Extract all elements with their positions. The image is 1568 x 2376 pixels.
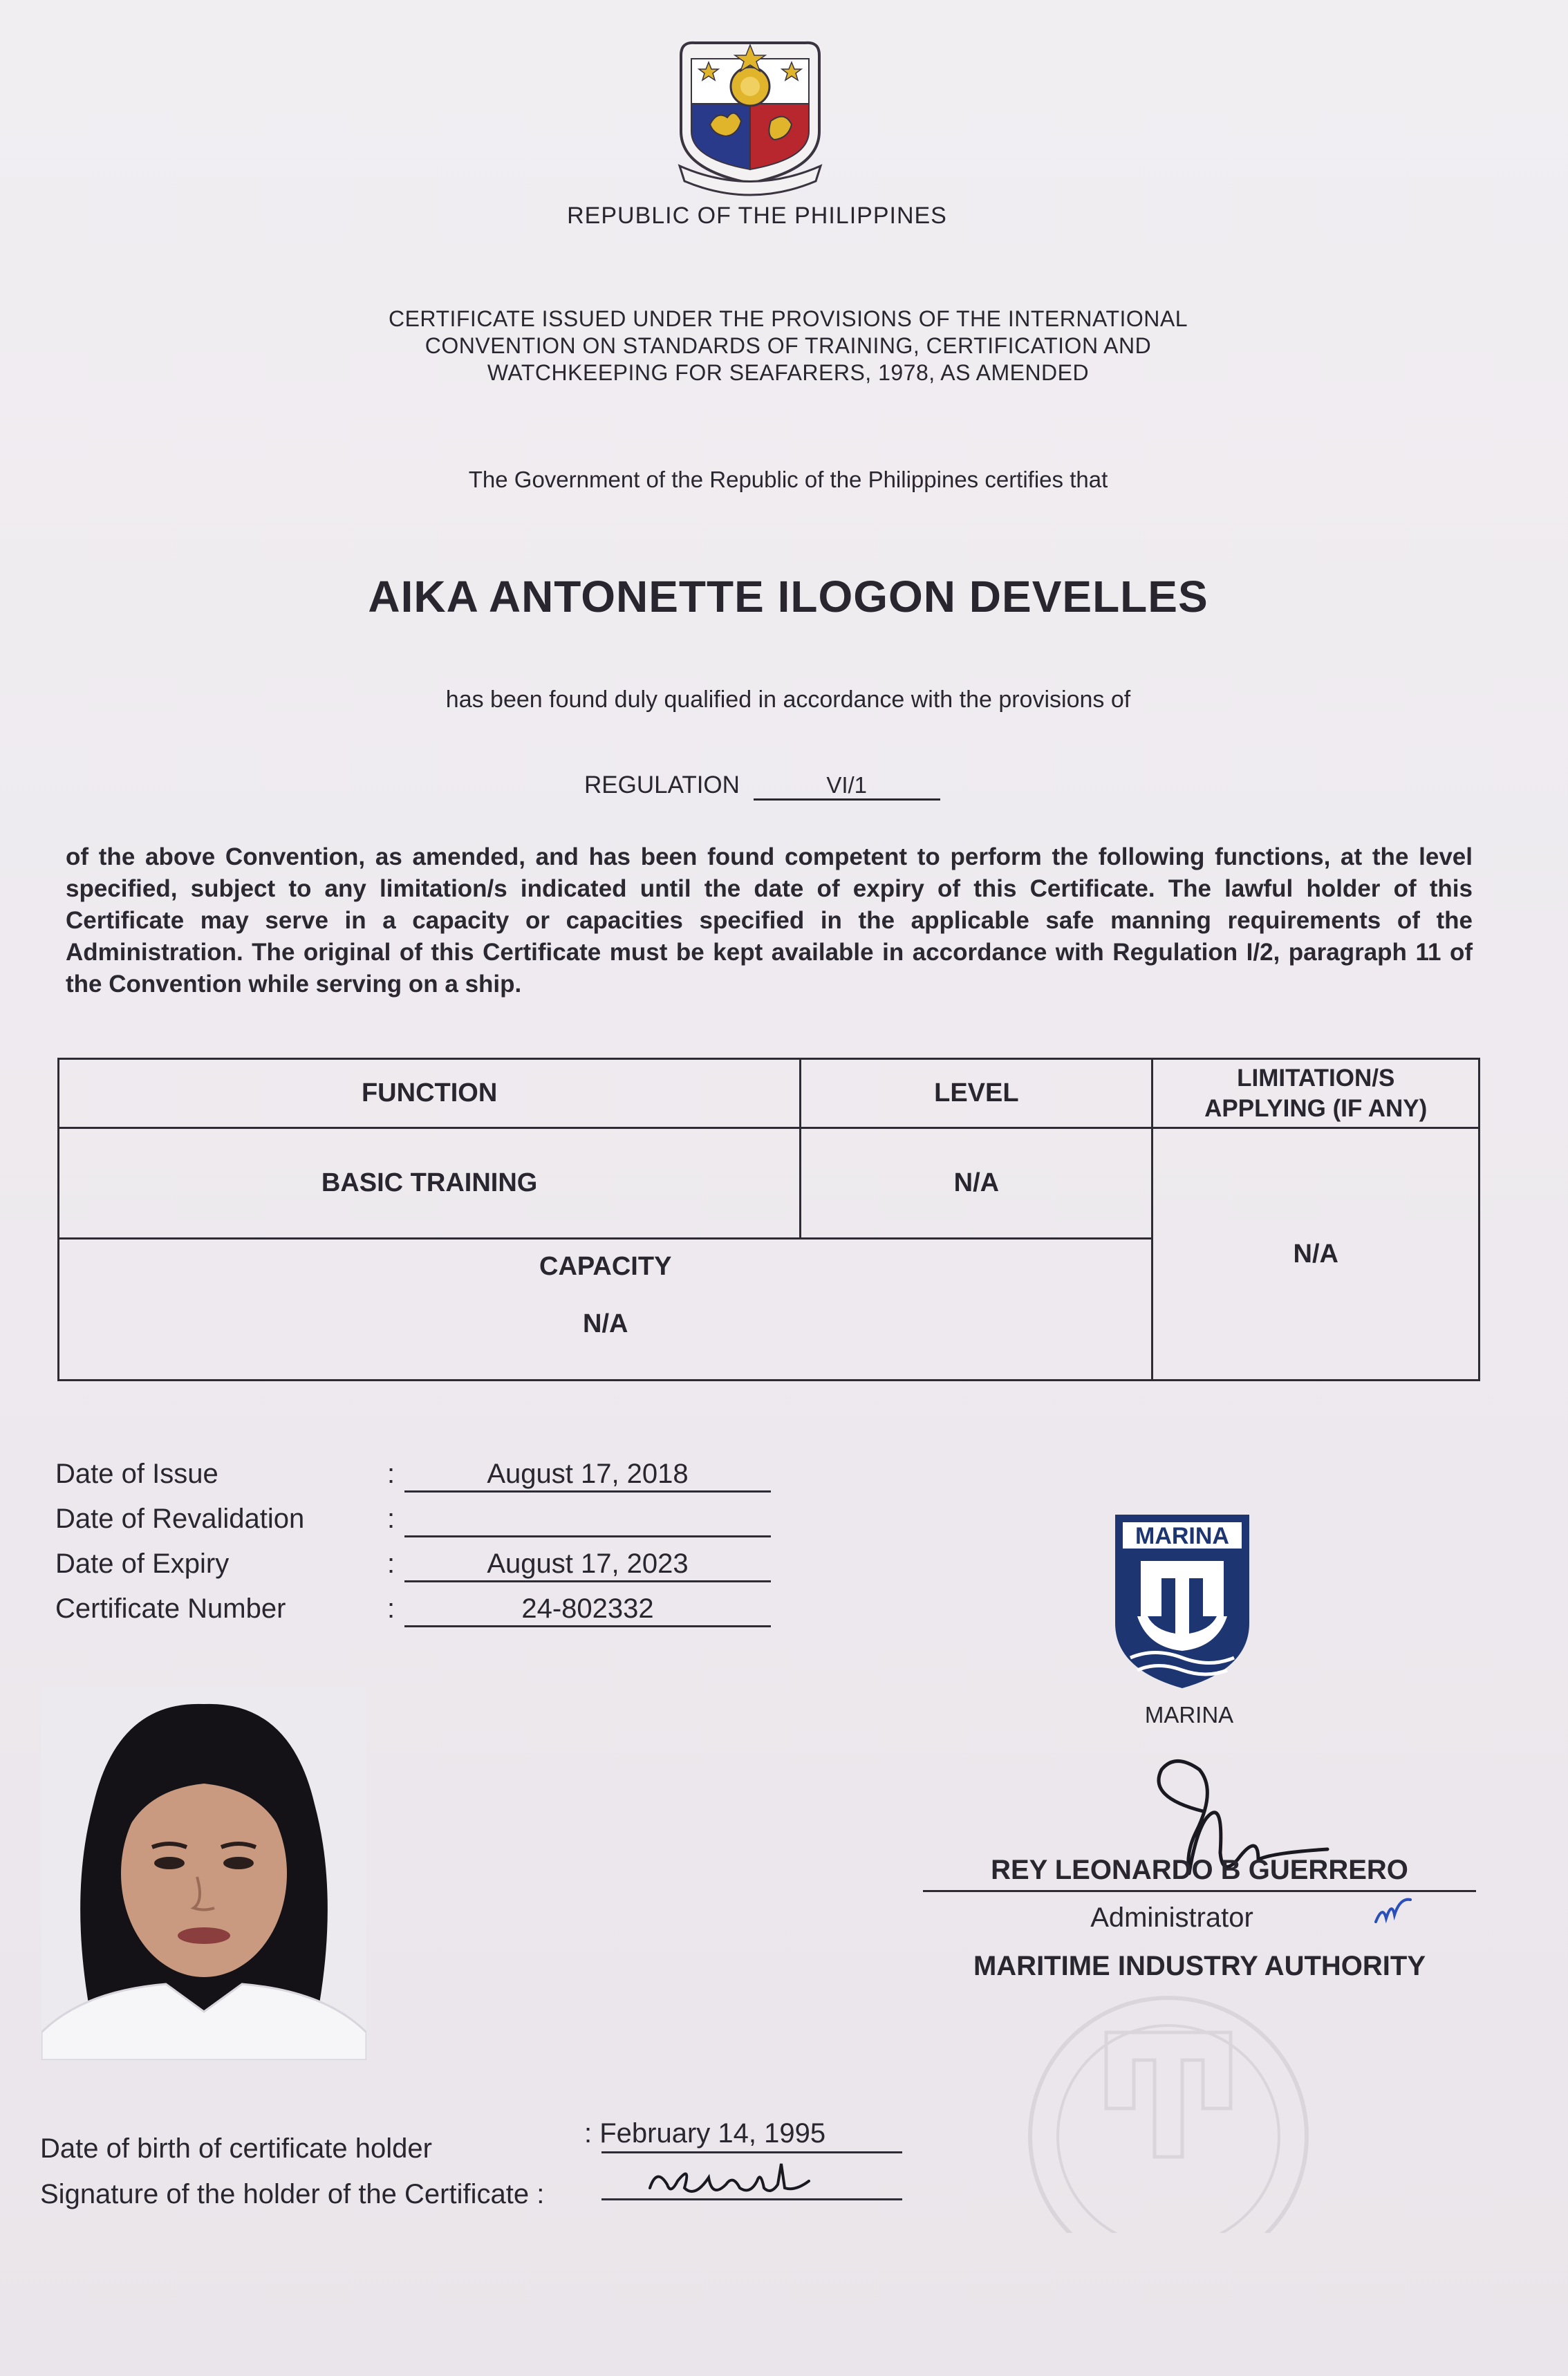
svg-text:MARINA: MARINA xyxy=(1135,1523,1229,1549)
date-label: Certificate Number xyxy=(55,1593,286,1624)
signature-label: Signature of the holder of the Certificate : xyxy=(40,2179,545,2209)
function-value: BASIC TRAINING xyxy=(59,1128,801,1239)
marina-logo-icon xyxy=(1113,1513,1251,1689)
dob-label: Date of birth of certificate holder xyxy=(40,2133,432,2164)
date-label: Date of Issue xyxy=(55,1459,218,1489)
qualified-statement: has been found duly qualified in accordance with the provisions of xyxy=(445,686,1131,713)
holder-name: AIKA ANTONETTE ILOGON DEVELLES xyxy=(368,572,1208,621)
philippine-seal-icon xyxy=(667,28,833,197)
authority-name: MARITIME INDUSTRY AUTHORITY xyxy=(973,1951,1426,1981)
limitation-header xyxy=(1152,1059,1480,1128)
marina-caption: MARINA xyxy=(1144,1702,1234,1728)
limitation-header-line: LIMITATION/S xyxy=(1237,1064,1395,1092)
convention-line: CONVENTION ON STANDARDS OF TRAINING, CERTIFICATION AND xyxy=(424,333,1152,358)
certifies-statement: The Government of the Republic of the Philippines certifies that xyxy=(468,467,1108,492)
regulation-line xyxy=(584,771,940,801)
level-header: LEVEL xyxy=(801,1059,1152,1128)
function-header: FUNCTION xyxy=(59,1059,801,1128)
capacity-cell xyxy=(59,1239,1152,1381)
capacity-value: N/A xyxy=(583,1309,628,1338)
initial-mark xyxy=(1372,1894,1414,1929)
republic-title: REPUBLIC OF THE PHILIPPINES xyxy=(567,203,947,229)
convention-line: CERTIFICATE ISSUED UNDER THE PROVISIONS OF THE INTERNATIONAL xyxy=(388,306,1188,331)
holder-signature xyxy=(643,2157,816,2205)
date-colon: : xyxy=(387,1459,395,1489)
date-colon: : xyxy=(387,1504,395,1534)
convention-line: WATCHKEEPING FOR SEAFARERS, 1978, AS AMENDED xyxy=(487,360,1090,385)
date-colon: : xyxy=(387,1593,395,1624)
limitation-header-line: APPLYING (IF ANY) xyxy=(1204,1094,1428,1122)
competency-paragraph: of the above Convention, as amended, and has been found competent to perform the following functions, at the level specified, subject to any limitation/s indicated until the date of expiry of this Certificate. The lawful holder of this Certificate may serve in a capacity or capacities specified in the applicable safe manning requirements of the Administration. The original of this Certificate must be kept available in accordance with Regulation I/2, paragraph 11 of the Convention while serving on a ship. xyxy=(66,843,1473,998)
date-label: Date of Expiry xyxy=(55,1549,230,1579)
holder-photo xyxy=(41,1687,366,2060)
dob-value: : February 14, 1995 xyxy=(584,2118,826,2149)
regulation-value: VI/1 xyxy=(754,772,940,801)
date-value xyxy=(404,1504,771,1537)
date-value: August 17, 2023 xyxy=(404,1549,771,1582)
level-value: N/A xyxy=(801,1128,1152,1239)
regulation-label: REGULATION xyxy=(584,771,740,798)
dob-underline xyxy=(601,2151,902,2153)
administrator-title: Administrator xyxy=(1090,1902,1253,1933)
date-value: August 17, 2018 xyxy=(404,1459,771,1493)
function-table xyxy=(57,1058,1480,1381)
limitation-value: N/A xyxy=(1152,1128,1480,1381)
date-label: Date of Revalidation xyxy=(55,1504,305,1534)
date-colon: : xyxy=(387,1549,395,1579)
date-value: 24-802332 xyxy=(404,1593,771,1627)
convention-heading xyxy=(304,306,1272,386)
administrator-name: REY LEONARDO B GUERRERO xyxy=(923,1855,1476,1892)
capacity-label: CAPACITY xyxy=(539,1252,672,1281)
